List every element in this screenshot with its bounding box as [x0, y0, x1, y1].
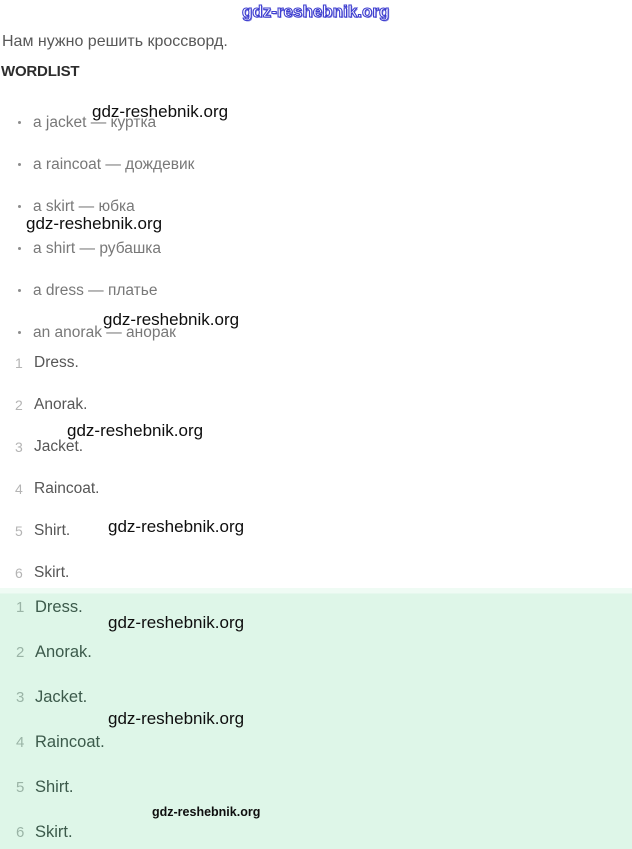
answer-text: Dress. — [35, 597, 83, 616]
wordlist-item-text: a skirt — юбка — [33, 197, 135, 215]
answer-item — [0, 522, 99, 539]
list-item — [0, 282, 194, 299]
answer-number: 3 — [16, 688, 25, 706]
answer-item — [0, 480, 99, 497]
answer-text: Raincoat. — [35, 732, 105, 751]
answer-item — [0, 564, 99, 581]
watermark: gdz-reshebnik.org — [108, 613, 245, 632]
answer-number: 1 — [15, 354, 23, 371]
watermark: gdz-reshebnik.org — [92, 102, 229, 121]
answer-item — [0, 733, 632, 751]
answer-text: Anorak. — [34, 395, 88, 413]
answer-item — [0, 598, 632, 616]
answer-text: Shirt. — [35, 777, 74, 796]
list-item — [0, 156, 194, 173]
wordlist — [0, 114, 194, 341]
wordlist-item-text: a raincoat — дождевик — [33, 155, 195, 173]
list-item — [0, 240, 194, 257]
list-item — [0, 114, 194, 131]
watermark: gdz-reshebnik.org — [67, 421, 204, 440]
wordlist-item-text: a shirt — рубашка — [33, 239, 162, 257]
watermark: gdz-reshebnik.org — [108, 709, 245, 728]
wordlist-item-text: an anorak — анорак — [33, 323, 176, 341]
answer-item — [0, 396, 99, 413]
answer-number: 3 — [15, 438, 23, 455]
wordlist-heading: WORDLIST — [1, 63, 80, 80]
answer-number: 2 — [15, 396, 23, 413]
answer-number: 6 — [15, 564, 23, 581]
answer-text: Dress. — [34, 353, 79, 371]
answer-list-highlighted — [0, 588, 632, 841]
answer-text: Skirt. — [35, 822, 73, 841]
answer-list — [0, 354, 99, 581]
answer-text: Shirt. — [34, 521, 71, 539]
bullet-icon — [18, 289, 21, 292]
answer-item — [0, 354, 99, 371]
bullet-icon — [18, 331, 21, 334]
wordlist-item-text: a dress — платье — [33, 281, 158, 299]
answer-text: Anorak. — [35, 642, 92, 661]
bullet-icon — [18, 247, 21, 250]
watermark: gdz-reshebnik.org — [26, 214, 163, 233]
answer-number: 5 — [15, 522, 23, 539]
answer-item — [0, 778, 632, 796]
answer-block-highlighted — [0, 588, 632, 849]
wordlist-item-text: a jacket — куртка — [33, 113, 157, 131]
answer-number: 4 — [15, 480, 23, 497]
list-item — [0, 198, 194, 215]
answer-item — [0, 688, 632, 706]
answer-number: 4 — [16, 733, 25, 751]
answer-text: Skirt. — [34, 563, 70, 581]
answer-text: Raincoat. — [34, 479, 100, 497]
list-item — [0, 324, 194, 341]
bullet-icon — [18, 205, 21, 208]
watermark: gdz-reshebnik.org — [152, 805, 261, 819]
watermark: gdz-reshebnik.org — [103, 310, 240, 329]
watermark: gdz-reshebnik.org — [108, 517, 245, 536]
bullet-icon — [18, 121, 21, 124]
answer-item — [0, 823, 632, 841]
answer-number: 5 — [16, 778, 25, 796]
answer-number: 2 — [16, 643, 25, 661]
answer-number: 6 — [16, 823, 25, 841]
answer-item — [0, 438, 99, 455]
answer-number: 1 — [16, 598, 25, 616]
answer-text: Jacket. — [35, 687, 88, 706]
intro-text: Нам нужно решить кроссворд. — [2, 33, 228, 50]
answer-text: Jacket. — [34, 437, 84, 455]
bullet-icon — [18, 163, 21, 166]
watermark: gdz-reshebnik.org — [242, 2, 390, 21]
answer-item — [0, 643, 632, 661]
